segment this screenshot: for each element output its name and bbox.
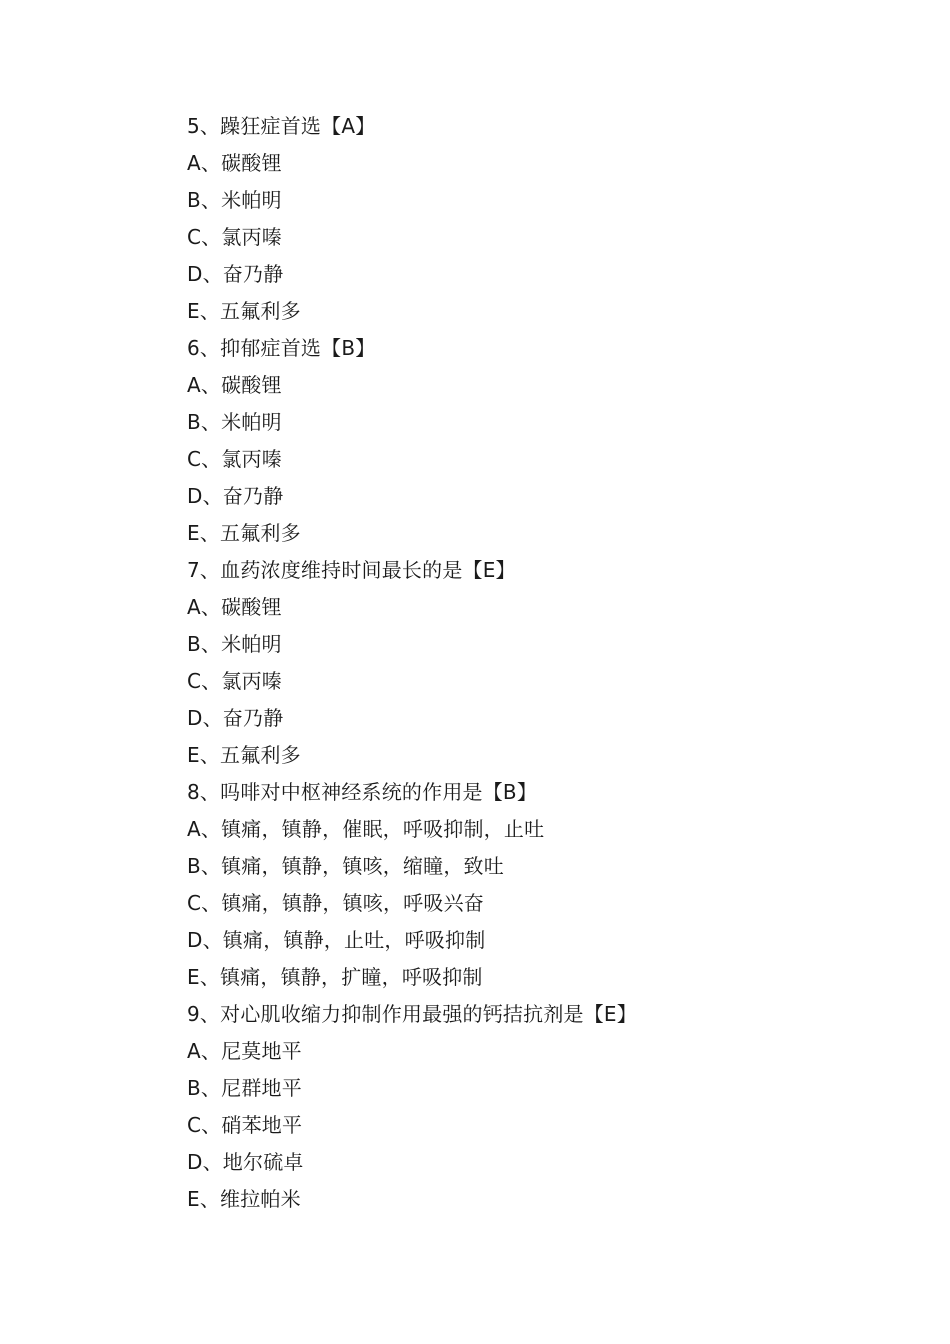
answer-option: D、奋乃静: [187, 484, 284, 508]
answer-option: B、米帕明: [187, 410, 282, 434]
answer-option: B、尼群地平: [187, 1076, 302, 1100]
answer-option: C、硝苯地平: [187, 1113, 303, 1137]
answer-option: A、镇痛，镇静，催眠，呼吸抑制，止吐: [187, 817, 545, 841]
answer-option: C、镇痛，镇静，镇咳，呼吸兴奋: [187, 891, 484, 915]
answer-option: A、碳酸锂: [187, 595, 282, 619]
answer-option: C、氯丙嗪: [187, 669, 282, 693]
answer-option: A、碳酸锂: [187, 373, 282, 397]
question-stem: 7、血药浓度维持时间最长的是【E】: [187, 558, 516, 582]
answer-option: D、奋乃静: [187, 262, 284, 286]
answer-option: D、奋乃静: [187, 706, 284, 730]
answer-option: A、碳酸锂: [187, 151, 282, 175]
answer-option: C、氯丙嗪: [187, 447, 282, 471]
answer-option: E、维拉帕米: [187, 1187, 301, 1211]
answer-option: A、尼莫地平: [187, 1039, 302, 1063]
answer-option: D、镇痛，镇静，止吐，呼吸抑制: [187, 928, 486, 952]
answer-option: B、米帕明: [187, 188, 282, 212]
question-stem: 6、抑郁症首选【B】: [187, 336, 376, 360]
answer-option: C、氯丙嗪: [187, 225, 282, 249]
answer-option: B、米帕明: [187, 632, 282, 656]
question-stem: 8、吗啡对中枢神经系统的作用是【B】: [187, 780, 538, 804]
answer-option: E、镇痛，镇静，扩瞳，呼吸抑制: [187, 965, 483, 989]
answer-option: D、地尔硫卓: [187, 1150, 304, 1174]
question-stem: 5、躁狂症首选【A】: [187, 114, 376, 138]
answer-option: E、五氟利多: [187, 521, 301, 545]
answer-option: E、五氟利多: [187, 743, 301, 767]
answer-option: E、五氟利多: [187, 299, 301, 323]
question-list: [187, 108, 887, 1218]
question-stem: 9、对心肌收缩力抑制作用最强的钙拮抗剂是【E】: [187, 1002, 637, 1026]
answer-option: B、镇痛，镇静，镇咳，缩瞳，致吐: [187, 854, 504, 878]
